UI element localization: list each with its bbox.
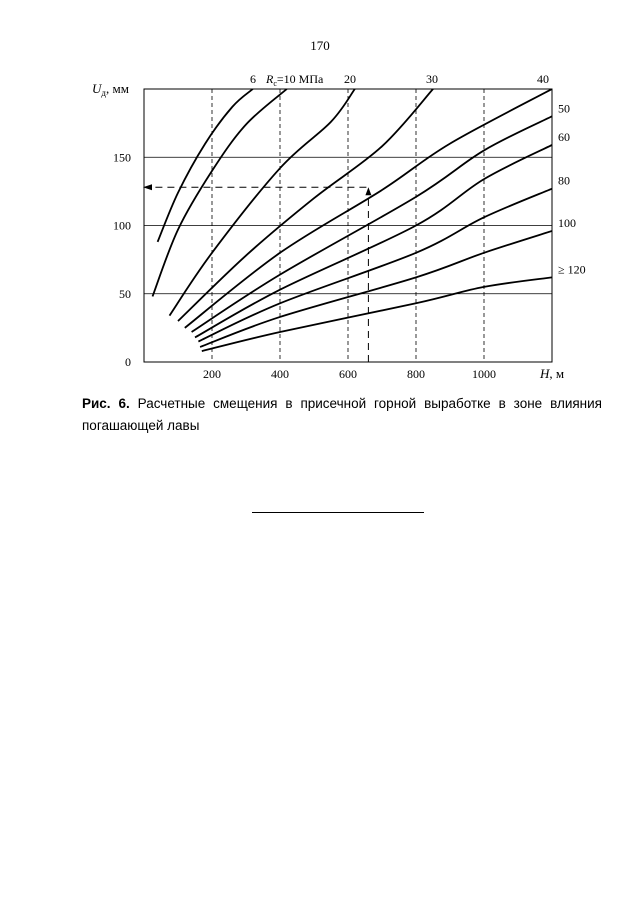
figure-label: Рис. 6. xyxy=(82,396,130,411)
displacement-chart xyxy=(0,0,640,390)
y-tick-label: 0 xyxy=(125,355,131,369)
series-line-10 xyxy=(153,89,287,296)
grid-layer xyxy=(144,89,552,362)
series-label: 30 xyxy=(426,72,438,86)
y-tick-label: 50 xyxy=(119,286,131,301)
series-line-30 xyxy=(178,89,433,321)
series-line-60 xyxy=(195,145,552,337)
separator-line xyxy=(252,512,424,513)
series-label: 20 xyxy=(344,72,356,86)
series-label: ≥ 120 xyxy=(558,262,586,277)
series-line-80 xyxy=(198,189,552,342)
annotation-arrowhead-up xyxy=(365,187,371,195)
series-label: 50 xyxy=(558,101,570,116)
series-line-50 xyxy=(192,116,552,332)
series-label: 100 xyxy=(558,215,576,230)
series-layer xyxy=(153,89,553,351)
series-label: 6 xyxy=(250,72,256,86)
series-line-20 xyxy=(170,89,355,316)
y-tick-label: 100 xyxy=(113,218,131,233)
x-axis-label: H, м xyxy=(540,366,565,381)
page-number: 170 xyxy=(310,38,330,53)
series-label: 40 xyxy=(537,72,549,86)
x-tick-label: 1000 xyxy=(472,367,496,381)
labels-layer xyxy=(92,72,586,381)
series-label: 60 xyxy=(558,129,570,144)
y-axis-label: $U_д$, мм xyxy=(92,81,129,98)
series-label: 80 xyxy=(558,173,570,188)
x-tick-label: 400 xyxy=(271,367,289,381)
figure-caption-text: Расчетные смещения в присечной горной выработке в зоне влияния погашающей лавы xyxy=(82,396,602,433)
x-tick-label: 600 xyxy=(339,367,357,381)
parameter-label: $R_с=10$ МПа xyxy=(266,72,324,88)
y-tick-label: 150 xyxy=(113,150,131,165)
x-tick-label: 800 xyxy=(407,367,425,381)
figure-caption xyxy=(82,393,602,437)
annotation-layer xyxy=(143,184,371,362)
x-tick-label: 200 xyxy=(203,367,221,381)
